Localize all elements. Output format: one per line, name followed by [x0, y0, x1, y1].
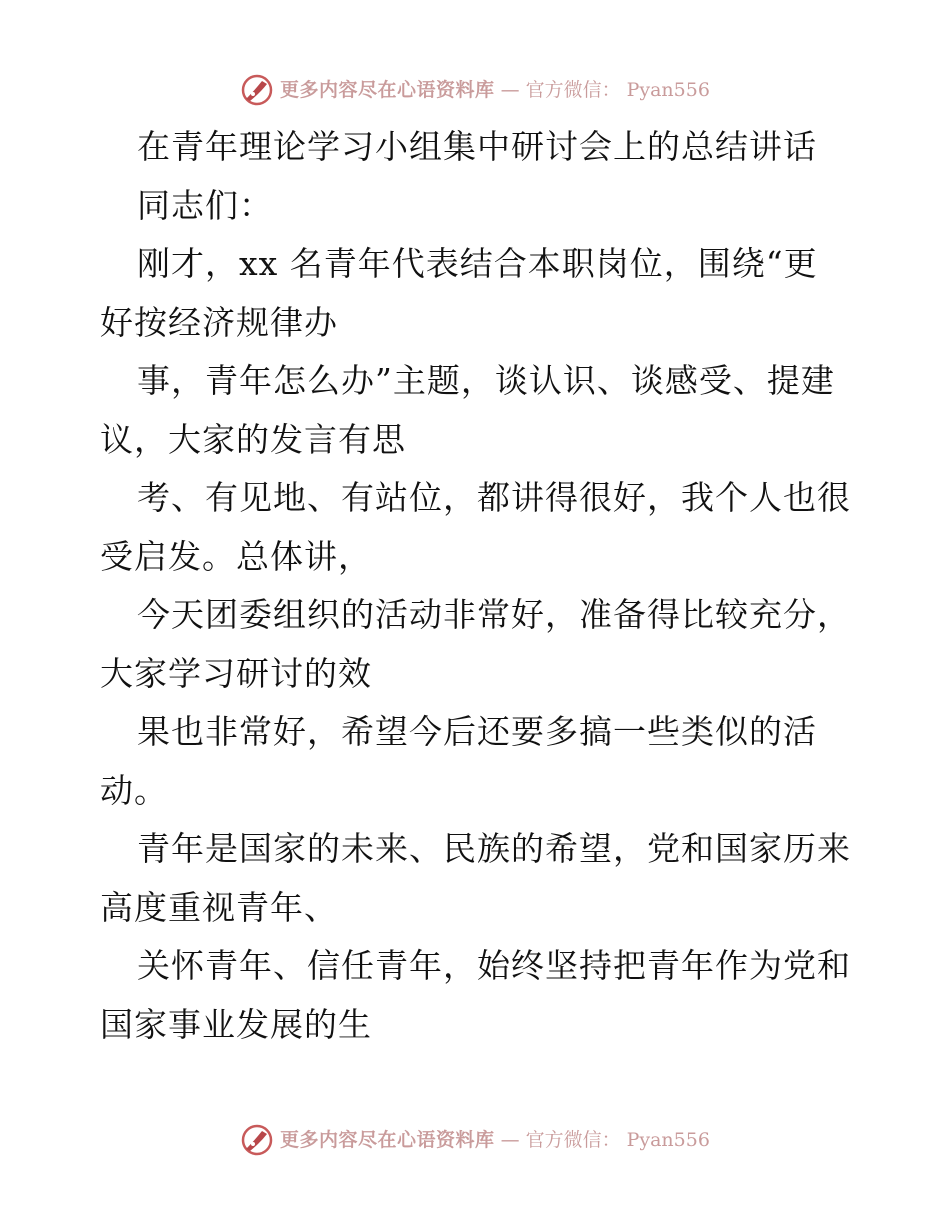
paragraph-line: 高度重视青年、 [100, 887, 338, 927]
paragraph-line: 考、有见地、有站位，都讲得很好，我个人也很 [137, 478, 851, 517]
paragraph-line: 国家事业发展的生 [100, 1004, 372, 1044]
paragraph-line: 议，大家的发言有思 [100, 419, 406, 459]
paragraph-line: 今天团委组织的活动非常好，准备得比较充分， [137, 595, 851, 634]
document-title: 在青年理论学习小组集中研讨会上的总结讲话 [137, 127, 817, 166]
paragraph-line: 受启发。总体讲， [100, 536, 372, 576]
document-body [100, 118, 860, 1054]
watermark-contact-id: Pyan556 [626, 1128, 710, 1151]
paragraph-line: 刚才，xx 名青年代表结合本职岗位，围绕“更 [137, 244, 818, 283]
paragraph-line: 关怀青年、信任青年，始终坚持把青年作为党和 [137, 946, 851, 985]
paragraph-line: 果也非常好，希望今后还要多搞一些类似的活 [137, 712, 817, 751]
paragraph-line: 青年是国家的未来、民族的希望，党和国家历来 [137, 829, 851, 868]
watermark-separator: — [500, 78, 520, 101]
watermark-brand: 更多内容尽在心语资料库 [280, 78, 495, 101]
watermark-contact-id: Pyan556 [626, 78, 710, 101]
paragraph-line: 事，青年怎么办”主题，谈认识、谈感受、提建 [137, 361, 835, 400]
paragraph-line: 好按经济规律办 [100, 302, 338, 342]
paragraph-line: 动。 [100, 770, 168, 810]
watermark-contact-label: 官方微信： [525, 78, 621, 101]
paragraph-line: 同志们： [137, 185, 273, 225]
pen-nib-circle-icon [240, 73, 274, 107]
pen-nib-circle-icon [240, 1123, 274, 1157]
paragraph-line: 大家学习研讨的效 [100, 653, 372, 693]
watermark-contact-label: 官方微信： [525, 1128, 621, 1151]
header-watermark [0, 70, 950, 110]
watermark-brand: 更多内容尽在心语资料库 [280, 1128, 495, 1151]
watermark-separator: — [500, 1128, 520, 1151]
footer-watermark [0, 1120, 950, 1160]
